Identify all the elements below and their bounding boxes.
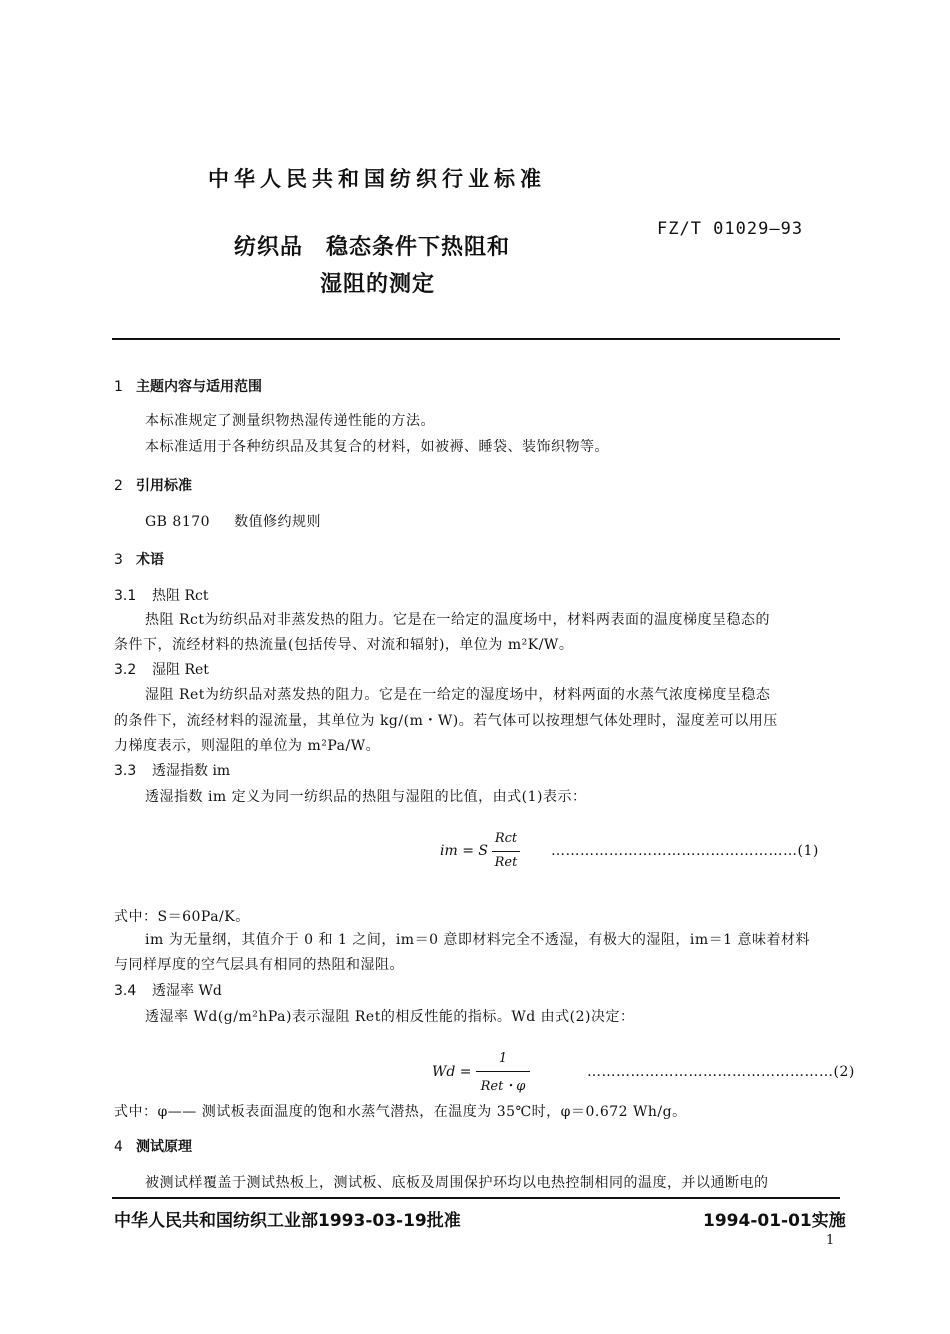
section-4-heading [114,1136,192,1156]
section-2-title: 引用标准 [136,478,192,494]
issuing-body-header: 中华人民共和国纺织行业标准 [208,167,546,191]
formula-1-where: 式中：S＝60Pa/K。 [114,909,250,925]
clause-3-2-title: 湿阻 Ret [152,662,209,678]
section-1-title: 主题内容与适用范围 [136,379,262,395]
formula-2-leader: ……………………………………………(2) [587,1064,855,1080]
section-2-number: 2 [114,478,123,494]
section-2-heading [114,475,192,495]
document-title-line2: 湿阻的测定 [320,272,436,297]
formula-2-fraction-bar [476,1071,530,1072]
referenced-standard [145,511,321,531]
formula-1-lhs: im = S [440,843,488,859]
clause-3-2-number: 3.2 [114,662,137,678]
clause-3-4-heading [114,980,222,1000]
referenced-standard-title: 数值修约规则 [234,514,322,530]
clause-3-1-text-line2: 条件下，流经材料的热流量(包括传导、对流和辐射)，单位为 m²K/W。 [114,637,574,653]
formula-1-leader: ……………………………………………(1) [551,843,819,859]
clause-3-3-text-line2: im 为无量纲，其值介于 0 和 1 之间，im＝0 意即材料完全不透湿，有极大的湿阻，im＝1 意味着材料 [145,932,811,948]
section-4-text-line1: 被测试样覆盖于测试热板上，测试板、底板及周围保护环均以电热控制相同的温度，并以通断电的 [145,1175,769,1191]
clause-3-2-heading [114,659,209,679]
footer-divider [112,1197,840,1199]
referenced-standard-code: GB 8170 [145,514,211,530]
section-1-paragraph-2: 本标准适用于各种纺织品及其复合的材料，如被褥、睡袋、装饰织物等。 [145,439,609,455]
section-1-paragraph-1: 本标准规定了测量织物热湿传递性能的方法。 [145,413,435,429]
formula-1-denominator: Ret [494,855,518,870]
formula-2-numerator: 1 [498,1051,508,1066]
clause-3-3-title: 透湿指数 im [152,763,231,779]
standard-code: FZ/T 01029—93 [657,219,804,239]
clause-3-1-text-line1: 热阻 Rct为纺织品对非蒸发热的阻力。它是在一给定的温度场中，材料两表面的温度梯度呈稳态的 [145,612,770,628]
section-3-title: 术语 [136,552,164,568]
clause-3-3-text-line3: 与同样厚度的空气层具有相同的热阻和湿阻。 [114,957,404,973]
section-4-title: 测试原理 [136,1139,192,1155]
formula-2-where: 式中：φ—— 测试板表面温度的饱和水蒸气潜热，在温度为 35℃时，φ＝0.672 Wh/g。 [114,1104,687,1120]
page-number: 1 [826,1233,835,1248]
section-3-number: 3 [114,552,123,568]
clause-3-3-number: 3.3 [114,763,137,779]
clause-3-1-number: 3.1 [114,588,137,604]
formula-2-denominator: Ret・φ [480,1079,526,1094]
section-1-number: 1 [114,379,123,395]
clause-3-2-text-line2: 的条件下，流经材料的湿流量，其单位为 kg/(m・W)。若气体可以按理想气体处理时，湿度差可以用压 [114,713,778,729]
clause-3-1-title: 热阻 Rct [152,588,209,604]
section-1-heading [114,376,262,396]
section-3-heading [114,549,164,569]
clause-3-2-text-line3: 力梯度表示，则湿阻的单位为 m²Pa/W。 [114,738,381,754]
clause-3-4-title: 透湿率 Wd [152,983,222,999]
formula-1-numerator: Rct [494,831,518,846]
clause-3-3-heading [114,760,230,780]
approval-statement: 中华人民共和国纺织工业部1993-03-19批准 [114,1211,461,1231]
clause-3-4-text-line1: 透湿率 Wd(g/m²hPa)表示湿阻 Ret的相反性能的指标。Wd 由式(2)决定： [145,1009,635,1025]
effective-date: 1994-01-01实施 [703,1211,846,1231]
header-divider [112,338,840,340]
formula-2-lhs: Wd = [432,1064,472,1080]
clause-3-1-heading [114,585,208,605]
formula-1-fraction-bar [492,851,520,852]
section-4-number: 4 [114,1139,123,1155]
clause-3-3-text-line1: 透湿指数 im 定义为同一纺织品的热阻与湿阻的比值，由式(1)表示： [145,789,587,805]
document-title-line1: 纺织品 稳态条件下热阻和 [234,235,511,260]
clause-3-4-number: 3.4 [114,983,137,999]
clause-3-2-text-line1: 湿阻 Ret为纺织品对蒸发热的阻力。它是在一给定的湿度场中，材料两面的水蒸气浓度梯度呈稳态 [145,687,771,703]
